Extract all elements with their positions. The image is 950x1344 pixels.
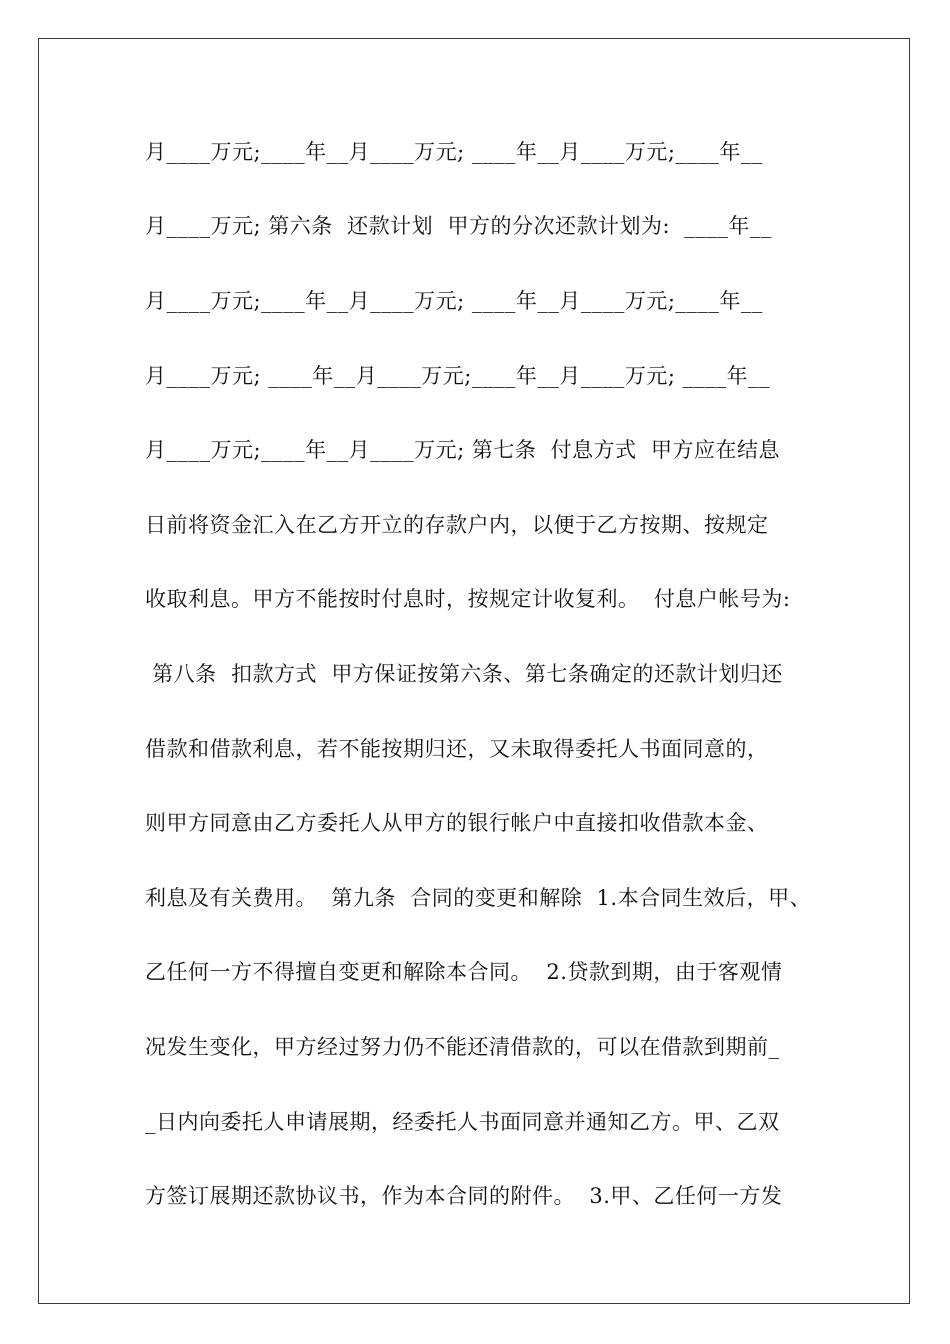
text-line-14: _日内向委托人申请展期，经委托人书面同意并通知乙方。甲、乙双 bbox=[145, 1110, 780, 1134]
text-line-1: 月____万元;____年__月____万元; ____年__月____万元;____年__ bbox=[145, 140, 763, 164]
text-line-13: 况发生变化，甲方经过努力仍不能还清借款的，可以在借款到期前_ bbox=[145, 1035, 780, 1059]
text-line-3: 月____万元;____年__月____万元; ____年__月____万元;____年__ bbox=[145, 289, 763, 313]
text-line-6: 日前将资金汇入在乙方开立的存款户内，以便于乙方按期、按规定 bbox=[145, 513, 769, 537]
text-line-15: 方签订展期还款协议书，作为本合同的附件。 3.甲、乙任何一方发 bbox=[145, 1184, 783, 1208]
text-line-11: 利息及有关费用。 第九条 合同的变更和解除 1.本合同生效后，甲、 bbox=[145, 886, 812, 910]
text-line-8: 第八条 扣款方式 甲方保证按第六条、第七条确定的还款计划归还 bbox=[145, 662, 783, 686]
text-line-4: 月____万元; ____年__月____万元;____年__月____万元; ____年__ bbox=[145, 364, 771, 388]
text-line-5: 月____万元;____年__月____万元; 第七条 付息方式 甲方应在结息 bbox=[145, 438, 781, 462]
text-line-9: 借款和借款利息，若不能按期归还，又未取得委托人书面同意的， bbox=[145, 737, 769, 761]
text-line-2: 月____万元; 第六条 还款计划 甲方的分次还款计划为: ____年__ bbox=[145, 214, 772, 238]
text-line-12: 乙任何一方不得擅自变更和解除本合同。 2.贷款到期，由于客观情 bbox=[145, 960, 783, 984]
text-line-10: 则甲方同意由乙方委托人从甲方的银行帐户中直接扣收借款本金、 bbox=[145, 811, 769, 835]
text-line-7: 收取利息。甲方不能按时付息时，按规定计收复利。 付息户帐号为: bbox=[145, 587, 791, 611]
